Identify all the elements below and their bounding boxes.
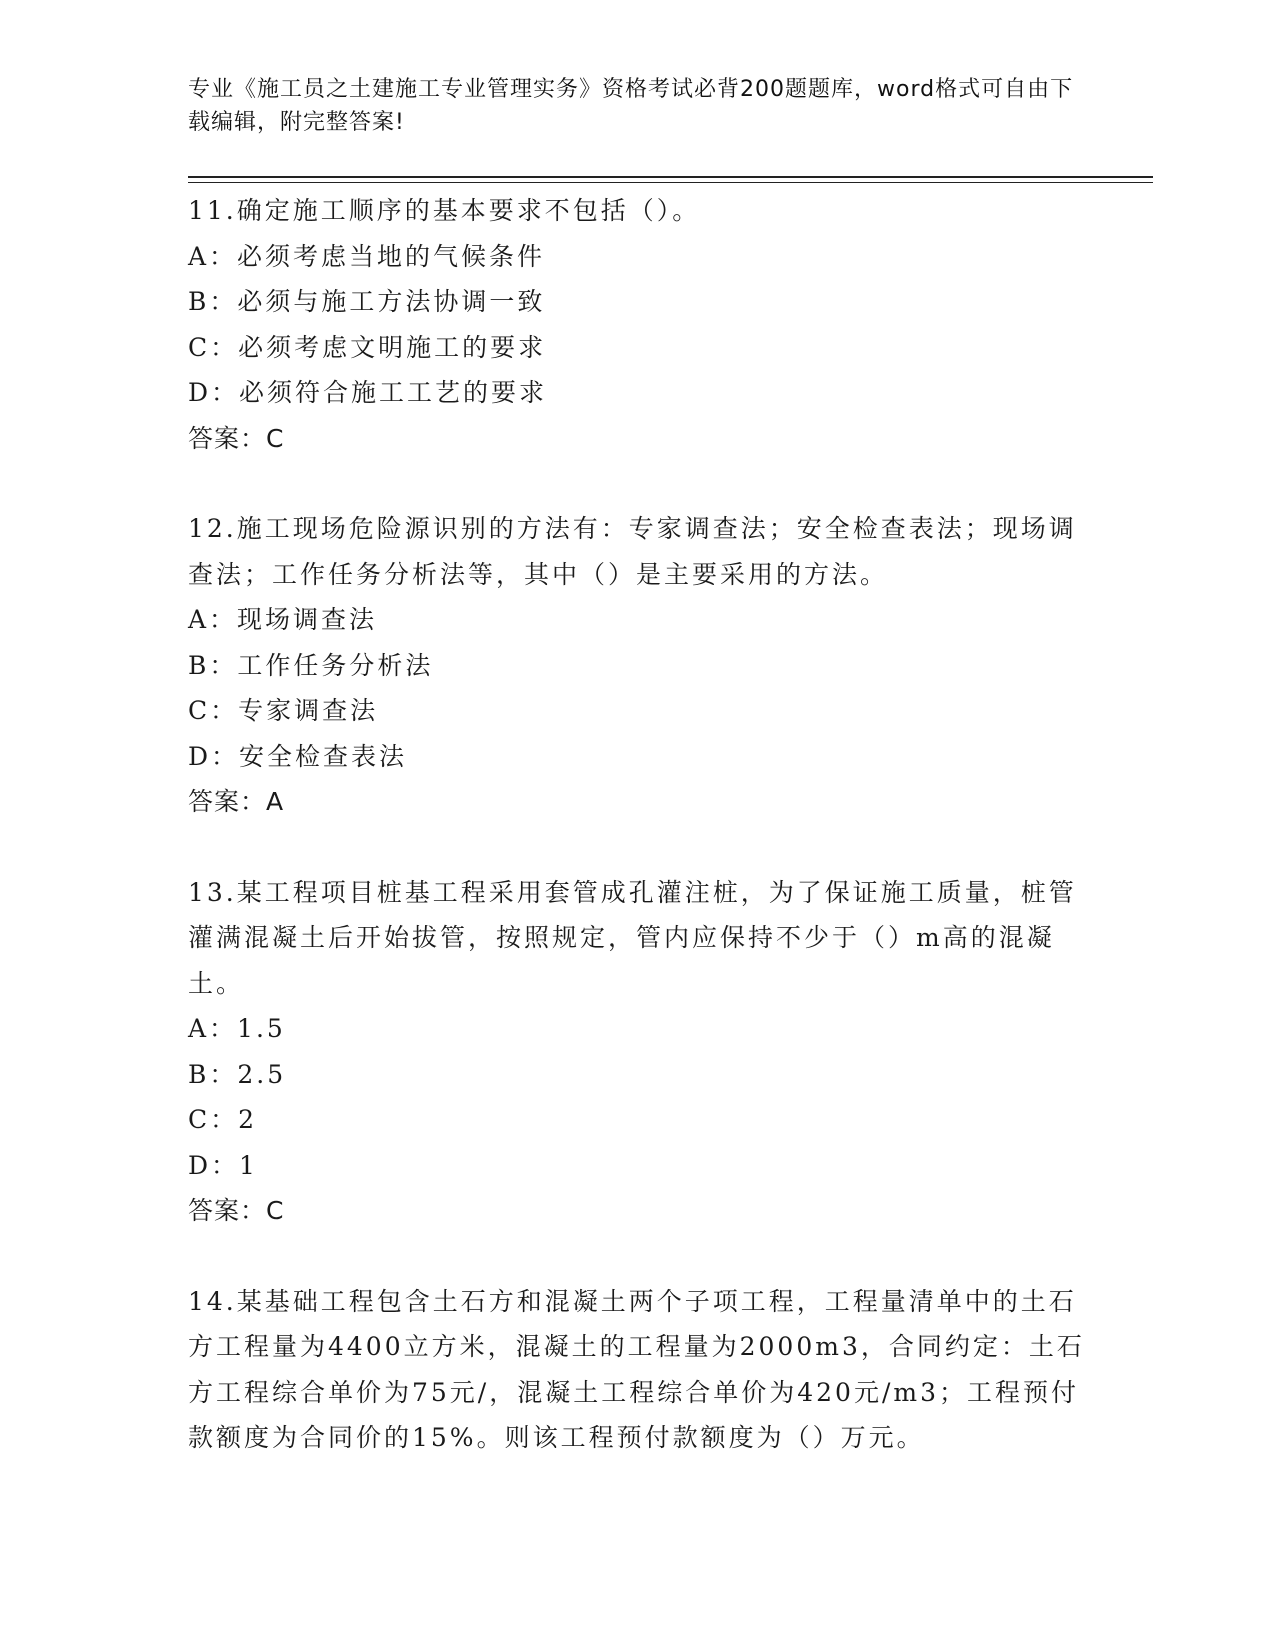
document-header: 专业《施工员之土建施工专业管理实务》资格考试必背200题题库，word格式可自由下载编辑，附完整答案!: [188, 77, 1074, 135]
option-a: A：1.5: [188, 1014, 286, 1043]
option-b: B：工作任务分析法: [188, 650, 434, 680]
question-stem: 14.某基础工程包含土石方和混凝土两个子项工程，工程量清单中的土石方工程量为4400立方米，混凝土的工程量为2000m3，合同约定：土石方工程综合单价为75元/，混凝土工程综合单价为420元/m3；工程预付款额度为合同价的15%。则该工程预付款额度为（）万元。: [188, 1286, 1085, 1452]
option-d: D：必须符合施工工艺的要求: [188, 378, 548, 407]
option-c: C：必须考虑文明施工的要求: [188, 332, 547, 362]
question-11: [188, 188, 1088, 461]
answer: 答案：C: [188, 423, 285, 453]
question-spacer: [188, 1234, 1088, 1279]
header-rule-thick: [188, 176, 1153, 178]
question-stem: 13.某工程项目桩基工程采用套管成孔灌注桩，为了保证施工质量，桩管灌满混凝土后开始拔管，按照规定，管内应保持不少于（）m高的混凝土。: [188, 877, 1077, 998]
option-a: A：现场调查法: [188, 605, 378, 634]
question-spacer: [188, 461, 1088, 506]
question-stem: 12.施工现场危险源识别的方法有：专家调查法；安全检查表法；现场调查法；工作任务分析法等，其中（）是主要采用的方法。: [188, 514, 1077, 589]
answer: 答案：C: [188, 1196, 285, 1225]
question-spacer: [188, 825, 1088, 870]
option-d: D：安全检查表法: [188, 741, 408, 771]
answer: 答案：A: [188, 787, 285, 816]
question-14: [188, 1279, 1088, 1461]
option-c: C：专家调查法: [188, 696, 379, 725]
question-list: [188, 188, 1088, 1461]
header-rule-thin: [188, 182, 1153, 183]
option-a: A：必须考虑当地的气候条件: [188, 241, 546, 271]
option-b: B：2.5: [188, 1059, 287, 1089]
question-stem: 11.确定施工顺序的基本要求不包括（）。: [188, 196, 701, 225]
question-12: [188, 506, 1088, 825]
option-d: D：1: [188, 1150, 258, 1180]
question-13: [188, 870, 1088, 1234]
option-b: B：必须与施工方法协调一致: [188, 287, 546, 316]
option-c: C：2: [188, 1105, 258, 1134]
